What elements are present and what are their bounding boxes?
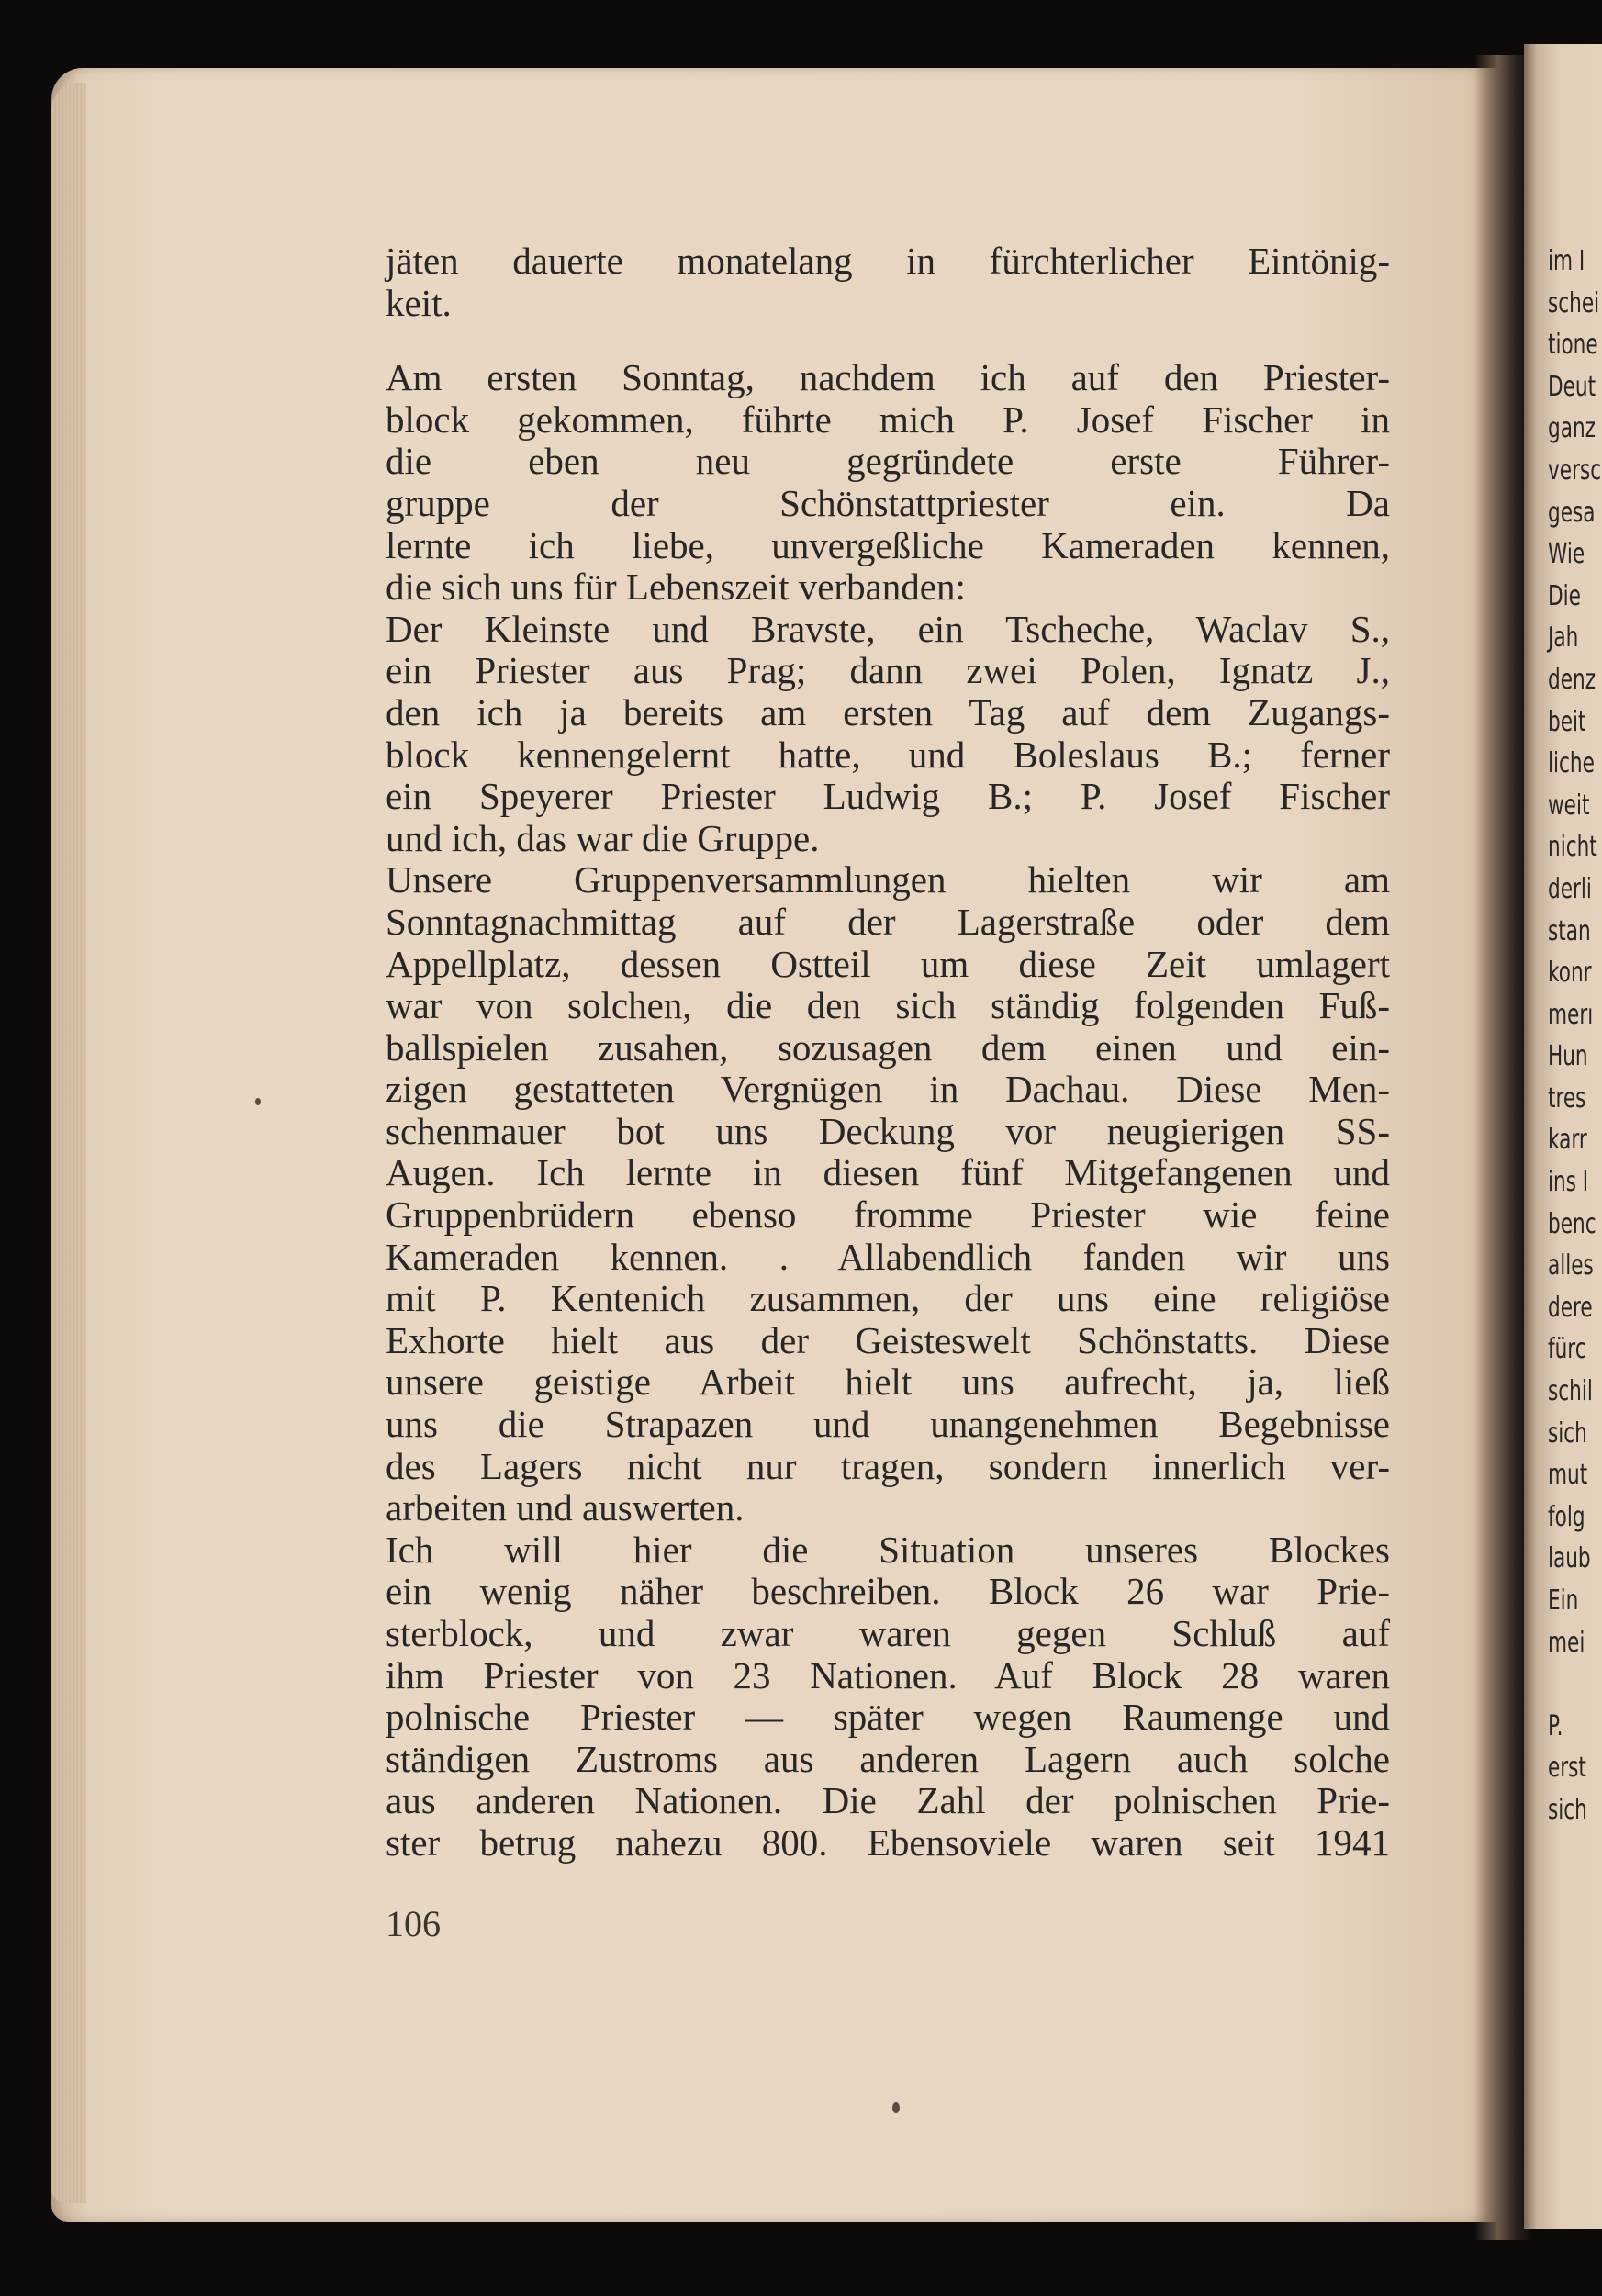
text-line: des Lagers nicht nur tragen, sondern innerlich ver- (386, 1444, 1390, 1487)
facing-page-line: tione (1548, 329, 1598, 362)
facing-page-line: schei (1548, 286, 1600, 319)
facing-page-line: nicht (1548, 831, 1597, 864)
text-line: ster betrug nahezu 800. Ebensoviele waren seit 1941 (386, 1820, 1390, 1864)
facing-page-line: ganz (1548, 412, 1596, 445)
text-line: und ich, das war die Gruppe. (386, 816, 820, 859)
facing-page-line: alles (1548, 1249, 1594, 1282)
facing-page-line: Deut (1548, 370, 1596, 403)
text-line: Kameraden kennen. . Allabendlich fanden wir uns (386, 1235, 1390, 1278)
page-number: 106 (386, 1903, 441, 1944)
text-line: schenmauer bot uns Deckung vor neugierigen SS- (386, 1109, 1390, 1152)
text-line: den ich ja bereits am ersten Tag auf dem Zugangs- (386, 690, 1390, 734)
facing-page-line: merı (1548, 998, 1594, 1031)
facing-page-line: folg (1548, 1500, 1585, 1533)
text-line: aus anderen Nationen. Die Zahl der polnischen Prie- (386, 1779, 1390, 1822)
facing-page-line: Jah (1548, 622, 1579, 655)
facing-page-line: beit (1548, 705, 1586, 738)
facing-page-line: tres (1548, 1081, 1586, 1114)
facing-page-line: Die (1548, 579, 1581, 612)
facing-page-text (1548, 241, 1601, 1831)
text-line: block kennengelernt hatte, und Boleslaus B.; ferner (386, 733, 1390, 776)
text-line: sterblock, und zwar waren gegen Schluß auf (386, 1612, 1390, 1654)
text-line: Augen. Ich lernte in diesen fünf Mitgefangenen und (386, 1151, 1390, 1194)
text-line: war von solchen, die den sich ständig folgenden Fuß- (386, 984, 1390, 1027)
facing-page-line: liche (1548, 747, 1595, 780)
facing-page-line: weit (1548, 789, 1590, 822)
text-line: zigen gestatteten Vergnügen in Dachau. Diese Men- (386, 1068, 1390, 1111)
facing-page-line: Wie (1548, 538, 1585, 571)
facing-page-line: schil (1548, 1375, 1593, 1408)
page-body-text (386, 241, 1390, 1865)
text-line: Der Kleinste und Bravste, ein Tscheche, Waclav S., (386, 607, 1390, 650)
text-line: ihm Priester von 23 Nationen. Auf Block 28 waren (386, 1653, 1390, 1697)
text-line: ein wenig näher beschreiben. Block 26 war Prie- (386, 1570, 1390, 1613)
facing-page-line: benc (1548, 1207, 1596, 1240)
facing-page-line: erst (1548, 1752, 1586, 1785)
text-line: Gruppenbrüdern ebenso fromme Priester wie feine (386, 1193, 1390, 1237)
facing-page-line: ins I (1548, 1166, 1589, 1199)
text-line: jäten dauerte monatelang in fürchterlicher Eintönig- (386, 240, 1390, 282)
text-line: ein Speyerer Priester Ludwig B.; P. Josef Fischer (386, 775, 1390, 818)
text-line: uns die Strapazen und unangenehmen Begebnisse (386, 1403, 1390, 1446)
text-line: gruppe der Schönstattpriester ein. Da (386, 481, 1390, 524)
text-line: mit P. Kentenich zusammen, der uns eine religiöse (386, 1277, 1390, 1320)
ink-speck (255, 1098, 261, 1105)
text-line: polnische Priester — später wegen Raumenge und (386, 1696, 1390, 1739)
text-line: Appellplatz, dessen Ostteil um diese Zeit umlagert (386, 942, 1390, 985)
facing-page-line: mei (1548, 1626, 1585, 1659)
facing-page-line: versc (1548, 454, 1602, 487)
facing-page-line (1548, 1663, 1601, 1706)
facing-page-line: im I (1548, 245, 1585, 277)
text-line: arbeiten und auswerten. (386, 1486, 745, 1529)
text-line: keit. (386, 281, 452, 324)
text-line: Am ersten Sonntag, nachdem ich auf den Priester- (386, 356, 1390, 399)
text-line: ständigen Zustroms aus anderen Lagern auch solche (386, 1737, 1390, 1780)
facing-page-line: sich (1548, 1417, 1587, 1450)
ink-speck (892, 2102, 900, 2113)
facing-page-line: mut (1548, 1459, 1588, 1492)
facing-page-line: sich (1548, 1793, 1587, 1826)
facing-page-line: P. (1548, 1709, 1563, 1742)
text-line: ballspielen zusahen, sozusagen dem einen und ein- (386, 1025, 1390, 1069)
facing-page-line: dere (1548, 1291, 1593, 1324)
text-line: die sich uns für Lebenszeit verbanden: (386, 566, 966, 609)
text-line: lernte ich liebe, unvergeßliche Kameraden kennen, (386, 523, 1390, 566)
text-line: block gekommen, führte mich P. Josef Fischer in (386, 398, 1390, 441)
facing-page-line: laub (1548, 1542, 1591, 1575)
facing-page-line: gesa (1548, 496, 1596, 529)
text-line: Ich will hier die Situation unseres Blockes (386, 1528, 1390, 1571)
text-line: Exhorte hielt aus der Geisteswelt Schönstatts. Diese (386, 1318, 1390, 1361)
facing-page-line: Hun (1548, 1040, 1588, 1073)
facing-page-line: denz (1548, 663, 1596, 696)
facing-page-line: stan (1548, 914, 1591, 947)
facing-page-line: karr (1548, 1124, 1587, 1157)
facing-page-line: Ein (1548, 1585, 1579, 1617)
text-line: die eben neu gegründete erste Führer- (386, 440, 1390, 483)
facing-page-line: derli (1548, 872, 1592, 905)
text-line: Sonntagnachmittag auf der Lagerstraße oder dem (386, 900, 1390, 943)
facing-page-line: fürc (1548, 1333, 1586, 1366)
page-stack-edge (51, 83, 86, 2203)
text-line: unsere geistige Arbeit hielt uns aufrecht, ja, ließ (386, 1361, 1390, 1404)
text-line: Unsere Gruppenversammlungen hielten wir am (386, 858, 1390, 902)
facing-page-line: konr (1548, 957, 1592, 990)
text-line: ein Priester aus Prag; dann zwei Polen, Ignatz J., (386, 649, 1390, 692)
